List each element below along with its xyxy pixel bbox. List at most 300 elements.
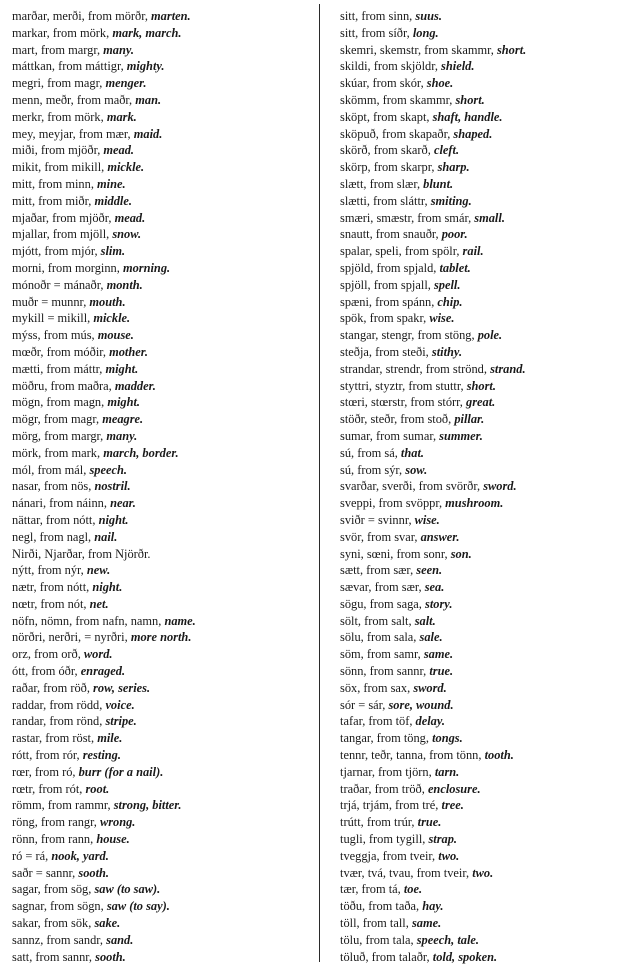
dictionary-entry: [340, 579, 620, 596]
dictionary-entry: [12, 831, 304, 848]
entry-gloss: great.: [466, 395, 496, 410]
dictionary-entry: [340, 159, 620, 176]
entry-forms: nättar, from nótt,: [12, 512, 99, 527]
entry-gloss: hay.: [422, 899, 444, 914]
entry-gloss: short.: [455, 92, 485, 107]
dictionary-entry: [12, 512, 304, 529]
entry-forms: sagnar, from sögn,: [12, 899, 107, 914]
entry-gloss: tablet.: [439, 260, 471, 275]
entry-gloss: saw (to saw).: [94, 882, 161, 897]
dictionary-entry: [340, 445, 620, 462]
dictionary-entry: [12, 58, 304, 75]
entry-forms: mjallar, from mjöll,: [12, 227, 113, 242]
entry-gloss: mouse.: [97, 328, 134, 343]
entry-forms: rótt, from rór,: [12, 748, 83, 763]
entry-gloss: sooth.: [95, 949, 126, 964]
entry-gloss: true.: [429, 664, 454, 679]
entry-forms: tangar, from töng,: [340, 731, 433, 746]
entry-forms: tveggja, from tveir,: [340, 848, 439, 863]
dictionary-entry: [12, 764, 304, 781]
dictionary-entry: [12, 865, 304, 882]
entry-forms: mjótt, from mjór,: [12, 244, 101, 259]
dictionary-entry: [340, 848, 620, 865]
entry-forms: skörð, from skarð,: [340, 143, 434, 158]
entry-gloss: true.: [417, 815, 442, 830]
entry-forms: stœri, stœrstr, from stórr,: [340, 395, 466, 410]
entry-forms: orz, from orð,: [12, 647, 84, 662]
dictionary-entry: [340, 764, 620, 781]
entry-forms: muðr = munnr,: [12, 294, 90, 309]
entry-forms: menn, meðr, from maðr,: [12, 92, 136, 107]
dictionary-entry: [12, 949, 304, 966]
entry-gloss: cleft.: [433, 143, 460, 158]
entry-forms: randar, from rönd,: [12, 714, 106, 729]
entry-forms: sölu, from sala,: [340, 630, 420, 645]
entry-gloss: nook, yard.: [51, 848, 109, 863]
entry-forms: megri, from magr,: [12, 76, 106, 91]
dictionary-entry: [340, 260, 620, 277]
entry-forms: sakar, from sök,: [12, 916, 95, 931]
entry-forms: nasar, from nös,: [12, 479, 95, 494]
entry-gloss: more north.: [130, 630, 192, 645]
entry-gloss: enraged.: [80, 664, 126, 679]
dictionary-entry: [340, 310, 620, 327]
dictionary-entry: [340, 109, 620, 126]
entry-forms: nætr, from nótt,: [12, 580, 93, 595]
entry-forms: söx, from sax,: [340, 680, 414, 695]
entry-gloss: mile.: [97, 731, 123, 746]
dictionary-entry: [340, 277, 620, 294]
entry-forms: smæri, smæstr, from smár,: [340, 210, 475, 225]
entry-forms: stangar, stengr, from stöng,: [340, 328, 478, 343]
entry-gloss: rail.: [462, 244, 484, 259]
dictionary-entry: [340, 697, 620, 714]
entry-forms: miði, from mjöðr,: [12, 143, 104, 158]
dictionary-entry: [340, 42, 620, 59]
entry-forms: skemri, skemstr, from skammr,: [340, 42, 497, 57]
entry-forms: sitt, from síðr,: [340, 25, 413, 40]
dictionary-entry: [340, 915, 620, 932]
dictionary-entry: [12, 193, 304, 210]
dictionary-entry: [12, 428, 304, 445]
entry-gloss: root.: [85, 781, 110, 796]
dictionary-entry: [12, 260, 304, 277]
column-divider: [319, 4, 320, 962]
entry-forms: trútt, from trúr,: [340, 815, 418, 830]
entry-gloss: house.: [96, 832, 130, 847]
entry-forms: marðar, merði, from mörðr,: [12, 9, 152, 23]
entry-forms: sævar, from sær,: [340, 580, 425, 595]
entry-forms: mitt, from minn,: [12, 176, 98, 191]
dictionary-entry: [12, 176, 304, 193]
entry-forms: merkr, from mörk,: [12, 109, 107, 124]
dictionary-entry: [12, 294, 304, 311]
dictionary-entry: [12, 848, 304, 865]
entry-gloss: word.: [83, 647, 113, 662]
entry-forms: sannz, from sandr,: [12, 932, 107, 947]
dictionary-entry: [12, 546, 304, 563]
dictionary-entry: [340, 781, 620, 798]
entry-forms: sú, from sýr,: [340, 462, 406, 477]
entry-forms: sögu, from saga,: [340, 596, 425, 611]
entry-gloss: wise.: [414, 512, 440, 527]
entry-forms: snautt, from snauðr,: [340, 227, 442, 242]
entry-gloss: mickle.: [107, 160, 145, 175]
entry-forms: mykill = mikill,: [12, 311, 94, 326]
entry-forms: spjöld, from spjald,: [340, 260, 440, 275]
dictionary-entry: [12, 613, 304, 630]
dictionary-entry: [340, 898, 620, 915]
entry-forms: sætt, from sær,: [340, 563, 417, 578]
entry-gloss: poor.: [441, 227, 468, 242]
dictionary-entry: [340, 865, 620, 882]
entry-forms: tugli, from tygill,: [340, 832, 429, 847]
entry-forms: sköpt, from skapt,: [340, 109, 433, 124]
entry-gloss: mickle.: [93, 311, 131, 326]
dictionary-entry: [340, 411, 620, 428]
entry-gloss: sea.: [424, 580, 445, 595]
entry-gloss: sore, wound.: [388, 697, 454, 712]
dictionary-entry: [340, 176, 620, 193]
entry-gloss: shield.: [441, 59, 475, 74]
entry-forms: sönn, from sannr,: [340, 664, 430, 679]
entry-gloss: maid.: [133, 126, 163, 141]
entry-forms: rœtr, from rót,: [12, 781, 86, 796]
entry-forms: rönn, from rann,: [12, 832, 97, 847]
entry-gloss: row, series.: [93, 680, 151, 695]
entry-forms: strandar, strendr, from strönd,: [340, 361, 491, 376]
entry-gloss: month.: [106, 277, 143, 292]
dictionary-entry: [12, 378, 304, 395]
entry-gloss: tongs.: [432, 731, 463, 746]
entry-gloss: might.: [105, 361, 139, 376]
dictionary-entry: [340, 512, 620, 529]
entry-gloss: same.: [423, 647, 454, 662]
dictionary-entry: [340, 226, 620, 243]
dictionary-entry: [12, 680, 304, 697]
entry-forms: svarðar, sverði, from svörðr,: [340, 479, 484, 494]
dictionary-entry: [340, 646, 620, 663]
entry-forms: mól, from mál,: [12, 462, 90, 477]
entry-forms: nýtt, from nýr,: [12, 563, 87, 578]
dictionary-entry: [340, 949, 620, 966]
entry-gloss: strong, bitter.: [113, 798, 182, 813]
entry-gloss: menger.: [105, 76, 147, 91]
entry-forms: slætti, from sláttr,: [340, 193, 431, 208]
entry-forms: raðar, from röð,: [12, 680, 94, 695]
entry-gloss: same.: [411, 916, 442, 931]
entry-forms: mónoðr = mánaðr,: [12, 277, 107, 292]
dictionary-entry: [340, 243, 620, 260]
entry-gloss: man.: [135, 92, 162, 107]
dictionary-entry: [12, 126, 304, 143]
dictionary-entry: [12, 394, 304, 411]
entry-gloss: sand.: [106, 932, 134, 947]
entry-forms: Nirði, Njarðar, from Njörðr.: [12, 546, 151, 561]
dictionary-entry: [340, 142, 620, 159]
entry-forms: slætt, from slær,: [340, 176, 424, 191]
entry-forms: möðru, from maðra,: [12, 378, 115, 393]
dictionary-entry: [340, 25, 620, 42]
entry-gloss: answer.: [420, 529, 460, 544]
entry-gloss: pole.: [477, 328, 503, 343]
entry-gloss: meagre.: [102, 412, 144, 427]
entry-forms: sölt, from salt,: [340, 613, 415, 628]
entry-forms: mörk, from mark,: [12, 445, 104, 460]
entry-gloss: shaped.: [453, 126, 493, 141]
dictionary-entry: [12, 529, 304, 546]
entry-gloss: nail.: [94, 529, 118, 544]
entry-forms: sveppi, from svöppr,: [340, 496, 446, 511]
dictionary-entry: [340, 378, 620, 395]
entry-gloss: night.: [98, 512, 129, 527]
entry-forms: sú, from sá,: [340, 445, 401, 460]
entry-forms: stöðr, steðr, from stoð,: [340, 412, 455, 427]
entry-forms: spalar, speli, from spölr,: [340, 244, 463, 259]
dictionary-entry: [12, 646, 304, 663]
entry-gloss: short.: [466, 378, 496, 393]
dictionary-entry: [12, 663, 304, 680]
entry-forms: nœtr, from nót,: [12, 596, 90, 611]
entry-gloss: madder.: [114, 378, 156, 393]
dictionary-entry: [12, 898, 304, 915]
dictionary-entry: [12, 881, 304, 898]
entry-forms: sumar, from sumar,: [340, 428, 440, 443]
entry-forms: mikit, from mikill,: [12, 160, 108, 175]
entry-forms: mœðr, from móðir,: [12, 344, 110, 359]
entry-gloss: that.: [400, 445, 424, 460]
dictionary-entry: [12, 713, 304, 730]
entry-gloss: snow.: [112, 227, 142, 242]
entry-gloss: wrong.: [99, 815, 136, 830]
entry-gloss: short.: [496, 42, 527, 57]
entry-gloss: son.: [450, 546, 472, 561]
entry-forms: töðu, from taða,: [340, 899, 423, 914]
entry-gloss: spell.: [433, 277, 461, 292]
dictionary-entry: [340, 730, 620, 747]
dictionary-entry: [12, 445, 304, 462]
entry-forms: spjöll, from spjall,: [340, 277, 434, 292]
dictionary-entry: [12, 226, 304, 243]
entry-gloss: mighty.: [126, 59, 165, 74]
entry-gloss: night.: [92, 580, 123, 595]
dictionary-entry: [12, 109, 304, 126]
entry-gloss: two.: [438, 848, 460, 863]
dictionary-entry: [12, 579, 304, 596]
dictionary-entry: [340, 529, 620, 546]
entry-forms: rœr, from ró,: [12, 764, 79, 779]
entry-gloss: burr (for a nail).: [78, 764, 164, 779]
dictionary-entry: [12, 277, 304, 294]
entry-gloss: enclosure.: [427, 781, 481, 796]
entry-forms: tjarnar, from tjörn,: [340, 764, 435, 779]
entry-forms: mart, from margr,: [12, 42, 104, 57]
dictionary-entry: [340, 394, 620, 411]
entry-gloss: stithy.: [431, 344, 463, 359]
dictionary-entry: [12, 747, 304, 764]
dictionary-entry: [12, 327, 304, 344]
entry-forms: steðja, from steði,: [340, 344, 432, 359]
entry-forms: skömm, from skammr,: [340, 92, 456, 107]
entry-forms: mögn, from magn,: [12, 395, 108, 410]
dictionary-entry: [12, 142, 304, 159]
entry-gloss: slim.: [100, 244, 126, 259]
entry-forms: mætti, from máttr,: [12, 361, 106, 376]
dictionary-entry: [340, 546, 620, 563]
entry-gloss: mine.: [97, 176, 126, 191]
dictionary-entry: [340, 713, 620, 730]
entry-gloss: pillar.: [454, 412, 485, 427]
entry-gloss: mouth.: [89, 294, 126, 309]
entry-gloss: story.: [425, 596, 453, 611]
dictionary-entry: [12, 814, 304, 831]
entry-forms: sór = sár,: [340, 697, 389, 712]
dictionary-entry: [12, 915, 304, 932]
entry-forms: raddar, from rödd,: [12, 697, 106, 712]
entry-forms: satt, from sannr,: [12, 949, 96, 964]
dictionary-entry: [12, 243, 304, 260]
entry-gloss: mark.: [106, 109, 137, 124]
dictionary-entry: [340, 629, 620, 646]
entry-gloss: toe.: [403, 882, 423, 897]
dictionary-entry: [340, 831, 620, 848]
dictionary-entry: [12, 730, 304, 747]
dictionary-entry: [12, 92, 304, 109]
entry-forms: styttri, styztr, from stuttr,: [340, 378, 467, 393]
dictionary-entry: [12, 411, 304, 428]
entry-forms: svör, from svar,: [340, 529, 421, 544]
entry-gloss: sow.: [405, 462, 428, 477]
dictionary-entry: [340, 596, 620, 613]
entry-forms: skörp, from skarpr,: [340, 160, 438, 175]
entry-gloss: chip.: [437, 294, 463, 309]
entry-forms: syni, sœni, from sonr,: [340, 546, 451, 561]
entry-gloss: sword.: [413, 680, 447, 695]
entry-gloss: smiting.: [430, 193, 472, 208]
entry-gloss: morning.: [122, 260, 171, 275]
entry-gloss: summer.: [439, 428, 483, 443]
entry-gloss: small.: [474, 210, 505, 225]
entry-gloss: many.: [103, 42, 135, 57]
dictionary-entry: [340, 428, 620, 445]
entry-gloss: tarn.: [434, 764, 460, 779]
entry-gloss: mushroom.: [445, 496, 504, 511]
entry-gloss: long.: [412, 25, 439, 40]
dictionary-entry: [12, 629, 304, 646]
entry-gloss: new.: [86, 563, 111, 578]
dictionary-entry: [340, 361, 620, 378]
entry-gloss: march, border.: [103, 445, 179, 460]
dictionary-entry: [340, 814, 620, 831]
dictionary-entry: [340, 747, 620, 764]
entry-gloss: wise.: [429, 311, 455, 326]
entry-forms: spænі, from spánn,: [340, 294, 438, 309]
entry-gloss: might.: [107, 395, 141, 410]
entry-forms: röng, from rangr,: [12, 815, 100, 830]
dictionary-entry: [12, 75, 304, 92]
dictionary-entry: [340, 75, 620, 92]
entry-gloss: mother.: [109, 344, 148, 359]
entry-forms: mitt, from miðr,: [12, 193, 95, 208]
entry-forms: tvær, tvá, tvau, from tveir,: [340, 865, 473, 880]
entry-forms: markar, from mörk,: [12, 25, 113, 40]
entry-forms: sitt, from sinn,: [340, 9, 416, 23]
entry-forms: nánari, from náinn,: [12, 496, 111, 511]
dictionary-entry: [12, 781, 304, 798]
entry-forms: rastar, from röst,: [12, 731, 98, 746]
entry-gloss: delay.: [415, 714, 446, 729]
dictionary-entry: [340, 210, 620, 227]
entry-forms: sagar, from sög,: [12, 882, 95, 897]
left-column: [12, 8, 304, 965]
dictionary-entry: [340, 193, 620, 210]
entry-gloss: near.: [110, 496, 136, 511]
entry-gloss: shaft, handle.: [432, 109, 503, 124]
entry-gloss: tooth.: [484, 748, 514, 763]
entry-gloss: sharp.: [437, 160, 470, 175]
entry-forms: ró = rá,: [12, 848, 52, 863]
dictionary-entry: [12, 25, 304, 42]
entry-forms: nörðri, nerðri, = nyrðri,: [12, 630, 131, 645]
entry-gloss: two.: [472, 865, 494, 880]
dictionary-entry: [12, 159, 304, 176]
dictionary-entry: [12, 8, 304, 25]
entry-gloss: mead.: [114, 210, 146, 225]
entry-gloss: sake.: [94, 916, 121, 931]
entry-gloss: saw (to say).: [106, 899, 170, 914]
dictionary-entry: [12, 42, 304, 59]
dictionary-entry: [340, 478, 620, 495]
entry-gloss: strand.: [490, 361, 526, 376]
dictionary-entry: [340, 495, 620, 512]
entry-gloss: tree.: [441, 798, 464, 813]
dictionary-entry: [12, 361, 304, 378]
entry-gloss: name.: [164, 613, 196, 628]
entry-forms: trjá, trjám, from tré,: [340, 798, 442, 813]
entry-forms: söm, from samr,: [340, 647, 424, 662]
entry-gloss: middle.: [94, 193, 132, 208]
entry-forms: mey, meyjar, from mær,: [12, 126, 134, 141]
entry-gloss: mark, march.: [112, 25, 182, 40]
entry-gloss: speech.: [89, 462, 127, 477]
entry-gloss: nostril.: [94, 479, 131, 494]
entry-gloss: speech, tale.: [416, 932, 480, 947]
entry-forms: tafar, from töf,: [340, 714, 416, 729]
entry-forms: tennr, teðr, tanna, from tönn,: [340, 748, 485, 763]
dictionary-entry: [340, 613, 620, 630]
entry-gloss: net.: [89, 596, 109, 611]
entry-gloss: suus.: [415, 9, 442, 23]
dictionary-entry: [340, 344, 620, 361]
entry-gloss: sooth.: [78, 865, 110, 880]
entry-gloss: marten.: [151, 9, 191, 23]
dictionary-entry: [340, 932, 620, 949]
dictionary-entry: [12, 462, 304, 479]
dictionary-entry: [340, 562, 620, 579]
entry-forms: morni, from morginn,: [12, 260, 123, 275]
dictionary-entry: [340, 58, 620, 75]
entry-forms: töluð, from talaðr,: [340, 949, 433, 964]
entry-gloss: shoe.: [426, 76, 454, 91]
dictionary-entry: [12, 344, 304, 361]
dictionary-entry: [12, 478, 304, 495]
entry-gloss: told, spoken.: [432, 949, 498, 964]
dictionary-entry: [340, 680, 620, 697]
dictionary-entry: [340, 294, 620, 311]
dictionary-entry: [12, 495, 304, 512]
entry-forms: nöfn, nömn, from nafn, namn,: [12, 613, 165, 628]
entry-gloss: stripe.: [105, 714, 137, 729]
